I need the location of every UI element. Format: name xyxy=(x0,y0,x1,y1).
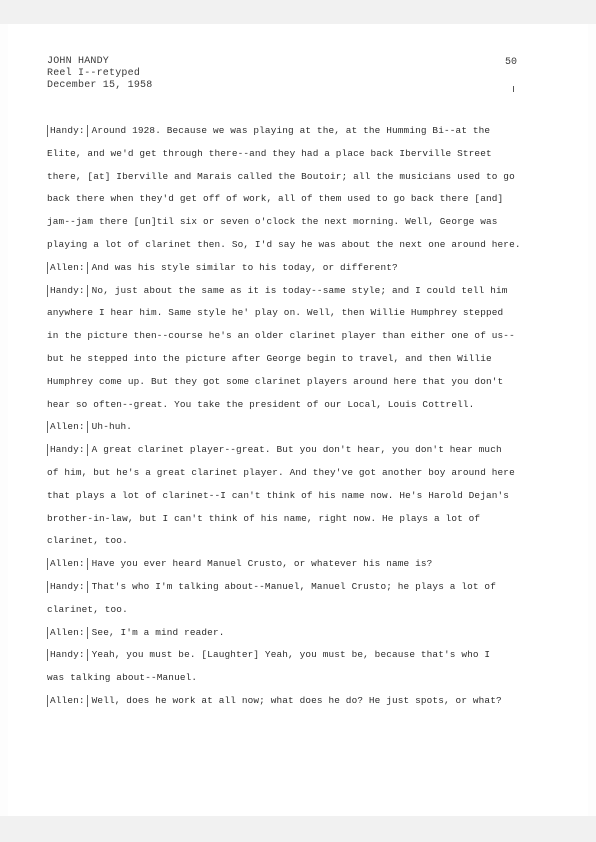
transcript-line xyxy=(47,257,517,280)
line-text: Around 1928. Because we was playing at the, at the Humming Bi--at the xyxy=(91,125,491,136)
line-text: See, I'm a mind reader. xyxy=(91,626,225,638)
scan-bottom-margin xyxy=(0,816,596,842)
line-text: back there when they'd get off of work, all of them used to go back there [and] xyxy=(47,193,504,205)
transcript-line xyxy=(47,371,517,394)
line-text: brother-in-law, but I can't think of his name, right now. He plays a lot of xyxy=(47,512,481,524)
transcript-line xyxy=(47,690,517,713)
transcript-line xyxy=(47,325,517,348)
scan-top-margin xyxy=(0,0,596,24)
line-text: clarinet, too. xyxy=(47,535,128,547)
line-text: of him, but he's a great clarinet player. And they've got another boy around here xyxy=(47,466,515,478)
transcript-body xyxy=(47,120,521,713)
line-text: but he stepped into the picture after George begin to travel, and then Willie xyxy=(47,352,492,364)
transcript-line xyxy=(47,234,521,257)
line-text: playing a lot of clarinet then. So, I'd say he was about the next one around here. xyxy=(47,238,521,250)
line-text: No, just about the same as it is today--same style; and I could tell him xyxy=(91,284,508,296)
line-text: anywhere I hear him. Same style he' play on. Well, then Willie Humphrey stepped xyxy=(47,307,504,319)
line-text: there, [at] Iberville and Marais called the Boutoir; all the musicians used to go xyxy=(47,170,515,182)
document-header xyxy=(47,56,152,92)
transcript-line xyxy=(47,553,517,576)
line-text: A great clarinet player--great. But you don't hear, you don't hear much xyxy=(91,444,502,456)
line-text: was talking about--Manuel. xyxy=(47,672,198,684)
speaker-label: Allen: xyxy=(47,558,88,570)
line-text: jam--jam there [un]til six or seven o'clock the next morning. Well, George was xyxy=(47,216,498,228)
margin-mark xyxy=(513,86,514,92)
speaker-label: Allen: xyxy=(47,627,88,639)
transcript-line xyxy=(47,622,517,645)
transcript-line xyxy=(47,644,517,667)
speaker-label: Handy: xyxy=(47,649,88,661)
transcript-line xyxy=(47,439,517,462)
transcript-line xyxy=(47,188,517,211)
speaker-label: Handy: xyxy=(47,581,88,593)
transcript-line xyxy=(47,667,517,690)
speaker-label: Allen: xyxy=(47,695,88,707)
transcript-line xyxy=(47,280,517,303)
line-text: that plays a lot of clarinet--I can't think of his name now. He's Harold Dejan's xyxy=(47,489,510,501)
transcript-line xyxy=(47,508,517,531)
line-text: That's who I'm talking about--Manuel, Manuel Crusto; he plays a lot of xyxy=(91,580,496,592)
transcript-line xyxy=(47,599,517,622)
transcript-line xyxy=(47,394,517,417)
interview-date: December 15, 1958 xyxy=(47,80,153,91)
transcript-line xyxy=(47,166,517,189)
transcript-line xyxy=(47,211,517,234)
transcript-line xyxy=(47,302,517,325)
interviewee-name: JOHN HANDY xyxy=(47,56,110,67)
line-text: And was his style similar to his today, or different? xyxy=(91,261,398,273)
transcript-line xyxy=(47,348,517,371)
transcript-line xyxy=(47,576,517,599)
speaker-label: Allen: xyxy=(47,421,88,433)
transcript-line xyxy=(47,462,517,485)
transcript-line xyxy=(47,416,517,439)
line-text: in the picture then--course he's an older clarinet player than either one of us-- xyxy=(47,330,515,342)
transcript-line xyxy=(47,530,517,553)
line-text: Humphrey come up. But they got some clarinet players around here that you don't xyxy=(47,375,504,387)
line-text: Elite, and we'd get through there--and they had a place back Iberville Street xyxy=(47,147,492,159)
reel-label: Reel I--retyped xyxy=(47,68,141,79)
line-text: clarinet, too. xyxy=(47,603,128,615)
transcript-line xyxy=(47,485,517,508)
speaker-label: Handy: xyxy=(47,125,88,137)
line-text: Uh-huh. xyxy=(91,421,133,433)
transcript-line xyxy=(47,143,517,166)
speaker-label: Allen: xyxy=(47,262,88,274)
line-text: Yeah, you must be. [Laughter] Yeah, you must be, because that's who I xyxy=(91,649,491,661)
page-number: 50 xyxy=(505,57,518,68)
line-text: Well, does he work at all now; what does he do? He just spots, or what? xyxy=(91,694,502,706)
line-text: Have you ever heard Manuel Crusto, or whatever his name is? xyxy=(91,558,433,570)
line-text: hear so often--great. You take the president of our Local, Louis Cottrell. xyxy=(47,398,475,410)
speaker-label: Handy: xyxy=(47,444,88,456)
speaker-label: Handy: xyxy=(47,285,88,297)
transcript-line xyxy=(47,120,517,143)
